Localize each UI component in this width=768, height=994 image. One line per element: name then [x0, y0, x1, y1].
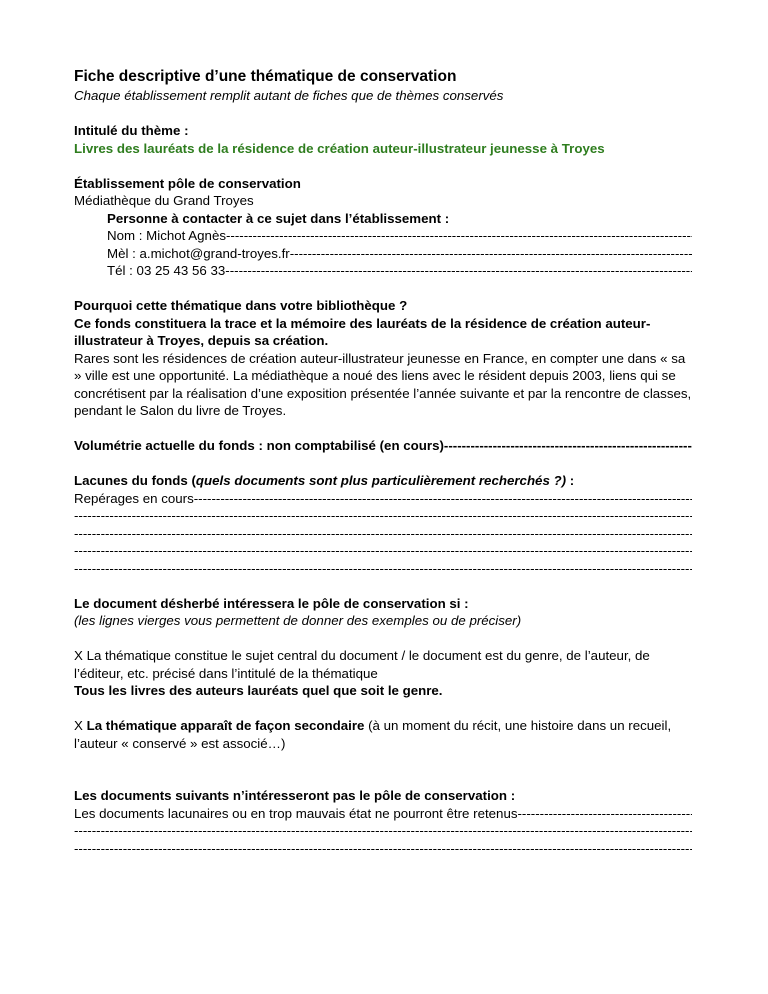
- lacunes-first-text: Repérages en cours: [74, 490, 194, 506]
- blank-line: [74, 822, 692, 840]
- page-subtitle: Chaque établissement remplit autant de fiches que de thèmes conservés: [74, 88, 504, 103]
- contact-mel-line: [74, 245, 692, 263]
- pourquoi-label: Pourquoi cette thématique dans votre bibliothèque ?: [74, 298, 408, 313]
- desherbe-option1-detail: Tous les livres des auteurs lauréats quel que soit le genre.: [74, 683, 443, 698]
- exclusions-first-line: [74, 805, 692, 823]
- document-page: [74, 67, 692, 857]
- lacunes-label-italic: quels documents sont plus particulièrement recherchés ?): [195, 473, 567, 488]
- desherbe-option2: [74, 717, 692, 752]
- exclusions-label: Les documents suivants n’intéresseront pas le pôle de conservation :: [74, 788, 516, 803]
- volumetrie-line: [74, 437, 692, 455]
- exclusions-first-text: Les documents lacunaires ou en trop mauvais état ne pourront être retenus: [74, 805, 518, 821]
- blank-line: [74, 560, 692, 578]
- blank-line: [74, 840, 692, 858]
- desherbe-option1: X La thématique constitue le sujet central du document / le document est du genre, de l’auteur, de l’éditeur, etc. précisé dans l’intitulé de la thématique: [74, 648, 650, 681]
- lacunes-label: Lacunes du fonds (: [74, 473, 196, 488]
- option2-bold: La thématique apparaît de façon secondaire: [86, 718, 365, 733]
- volumetrie-label: Volumétrie actuelle du fonds : non comptabilisé (en cours): [74, 438, 444, 453]
- contact-tel: Tél : 03 25 43 56 33: [107, 263, 226, 278]
- contact-nom-line: [74, 227, 692, 245]
- contact-mel: Mèl : a.michot@grand-troyes.fr: [107, 245, 290, 261]
- desherbe-hint: (les lignes vierges vous permettent de donner des exemples ou de préciser): [74, 613, 522, 628]
- blank-line: [74, 525, 692, 543]
- option2-rest: (à un moment du récit, une histoire dans un recueil, l’auteur « conservé » est associé…): [74, 718, 672, 751]
- lacunes-label-line: [74, 472, 692, 490]
- contact-tel-line: [74, 262, 692, 280]
- pourquoi-bold-text: Ce fonds constituera la trace et la mémoire des lauréats de la résidence de création auteur-illustrateur à Troyes, depuis sa création.: [74, 315, 651, 348]
- lacunes-first-line: [74, 490, 692, 508]
- lacunes-label-end: :: [566, 473, 575, 488]
- theme-value: Livres des lauréats de la résidence de création auteur-illustrateur jeunesse à Troyes: [74, 140, 605, 156]
- blank-line: [74, 542, 692, 560]
- blank-line: [74, 507, 692, 525]
- theme-label: Intitulé du thème :: [74, 123, 189, 138]
- pourquoi-text: Rares sont les résidences de création auteur-illustrateur jeunesse en France, en compter une dans « sa » ville est une opportunité. La médiathèque a noué des liens avec le résident depuis 2003, liens qui se concrétisent par la réalisation d’une exposition présentée l’année suivante et par la rencontre de classes, pendant le Salon du livre de Troyes.: [74, 350, 692, 418]
- contact-nom: Nom : Michot Agnès: [107, 228, 226, 243]
- desherbe-label: Le document désherbé intéressera le pôle de conservation si :: [74, 595, 469, 611]
- etablissement-label: Établissement pôle de conservation: [74, 175, 301, 191]
- etablissement-name: Médiathèque du Grand Troyes: [74, 193, 254, 208]
- page-title: Fiche descriptive d’une thématique de conservation: [74, 68, 457, 85]
- option2-prefix: X: [74, 718, 87, 733]
- contact-label: Personne à contacter à ce sujet dans l’établissement :: [107, 210, 450, 226]
